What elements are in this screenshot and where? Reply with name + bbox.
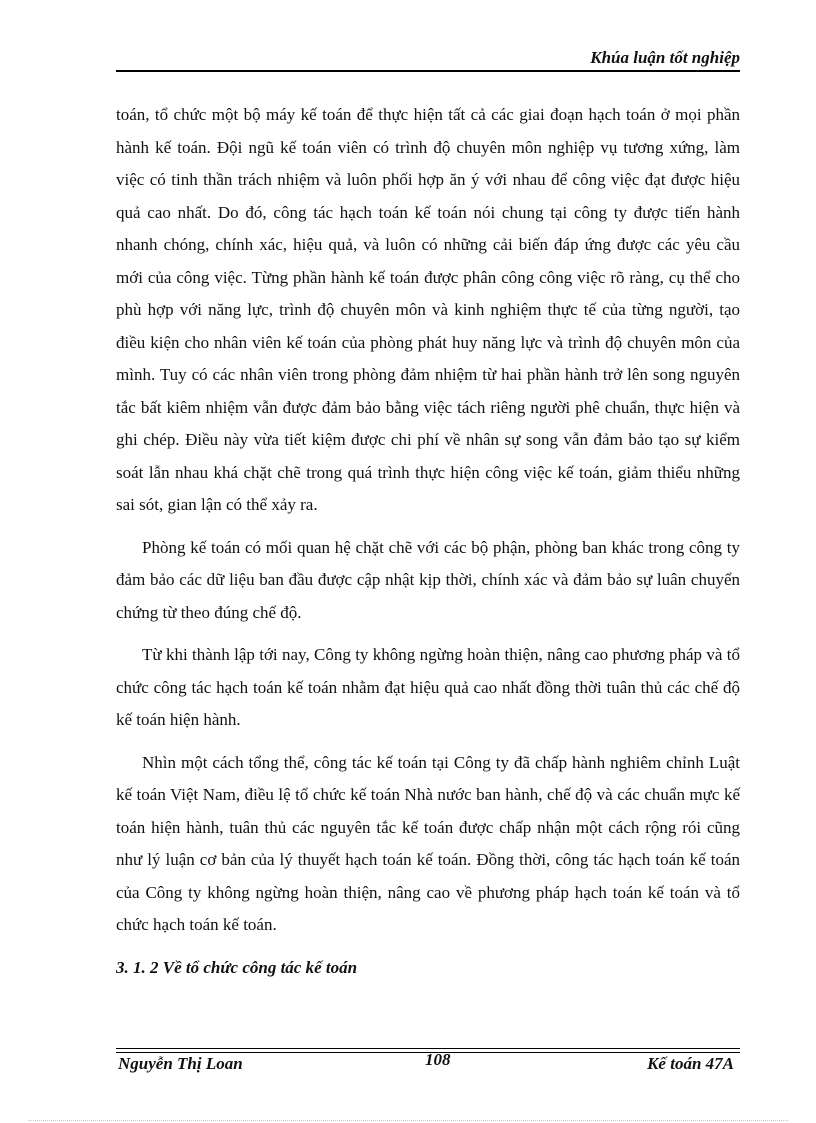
paragraph-2: Phòng kế toán có mối quan hệ chặt chẽ với các bộ phận, phòng ban khác trong công ty đảm bảo các dữ liệu ban đầu được cập nhật kịp thời, chính xác và đảm bảo sự luân chuyển chứng từ theo đúng chế độ. (116, 537, 740, 622)
footer-class-name: Kế toán 47A (647, 1054, 734, 1073)
page-number: 108 (425, 1050, 451, 1069)
footer-author: Nguyễn Thị Loan (118, 1054, 243, 1073)
body-content (116, 99, 740, 984)
page-edge-divider (28, 1120, 788, 1121)
paragraph-4: Nhìn một cách tổng thể, công tác kế toán tại Công ty đã chấp hành nghiêm chỉnh Luật kế toán Việt Nam, điều lệ tổ chức kế toán Nhà nước ban hành, chế độ và các chuẩn mực kế toán hiện hành, tuân thủ các nguyên tắc kế toán được chấp nhận một cách rộng rói cũng như lý luận cơ bản của lý thuyết hạch toán kế toán. Đồng thời, công tác hạch toán kế toán của Công ty không ngừng hoàn thiện, nâng cao về phương pháp hạch toán kế toán và tổ chức hạch toán kế toán. (116, 752, 740, 934)
footer-rule-top (116, 1048, 740, 1049)
header-rule (116, 70, 740, 72)
section-heading: 3. 1. 2 Về tổ chức công tác kế toán (116, 957, 358, 977)
paragraph-1: toán, tổ chức một bộ máy kế toán để thực hiện tất cả các giai đoạn hạch toán ở mọi phần hành kế toán. Đội ngũ kế toán viên có trình độ chuyên môn nghiệp vụ tương xứng, làm việc có tinh thần trách nhiệm và luôn phối hợp ăn ý với nhau để công việc đạt được hiệu quả cao nhất. Do đó, công tác hạch toán kế toán nói chung tại công ty được tiến hành nhanh chóng, chính xác, hiệu quả, và luôn có những cải biến đáp ứng được các yêu cầu mới của công việc. Từng phần hành kế toán được phân công công việc rõ ràng, cụ thể cho phù hợp với năng lực, trình độ chuyên môn và kinh nghiệm thực tế của từng người, tạo điều kiện cho nhân viên kế toán của phòng phát huy năng lực và trình độ chuyên môn của mình. Tuy có các nhân viên trong phòng đảm nhiệm từ hai phần hành trở lên song nguyên tắc bất kiêm nhiệm vẫn được đảm bảo bằng việc tách riêng người phê chuẩn, thực hiện và ghi chép. Điều này vừa tiết kiệm được chi phí về nhân sự song vẫn đảm bảo tạo sự kiểm soát lẫn nhau khá chặt chẽ trong quá trình thực hiện công việc kế toán, giảm thiểu những sai sót, gian lận có thể xảy ra. (116, 105, 740, 514)
header-title: Khúa luận tốt nghiệp (590, 48, 740, 67)
paragraph-3: Từ khi thành lập tới nay, Công ty không ngừng hoàn thiện, nâng cao phương pháp và tổ chức công tác hạch toán kế toán nhằm đạt hiệu quả cao nhất đồng thời tuân thủ các chế độ kế toán hiện hành. (116, 645, 740, 729)
